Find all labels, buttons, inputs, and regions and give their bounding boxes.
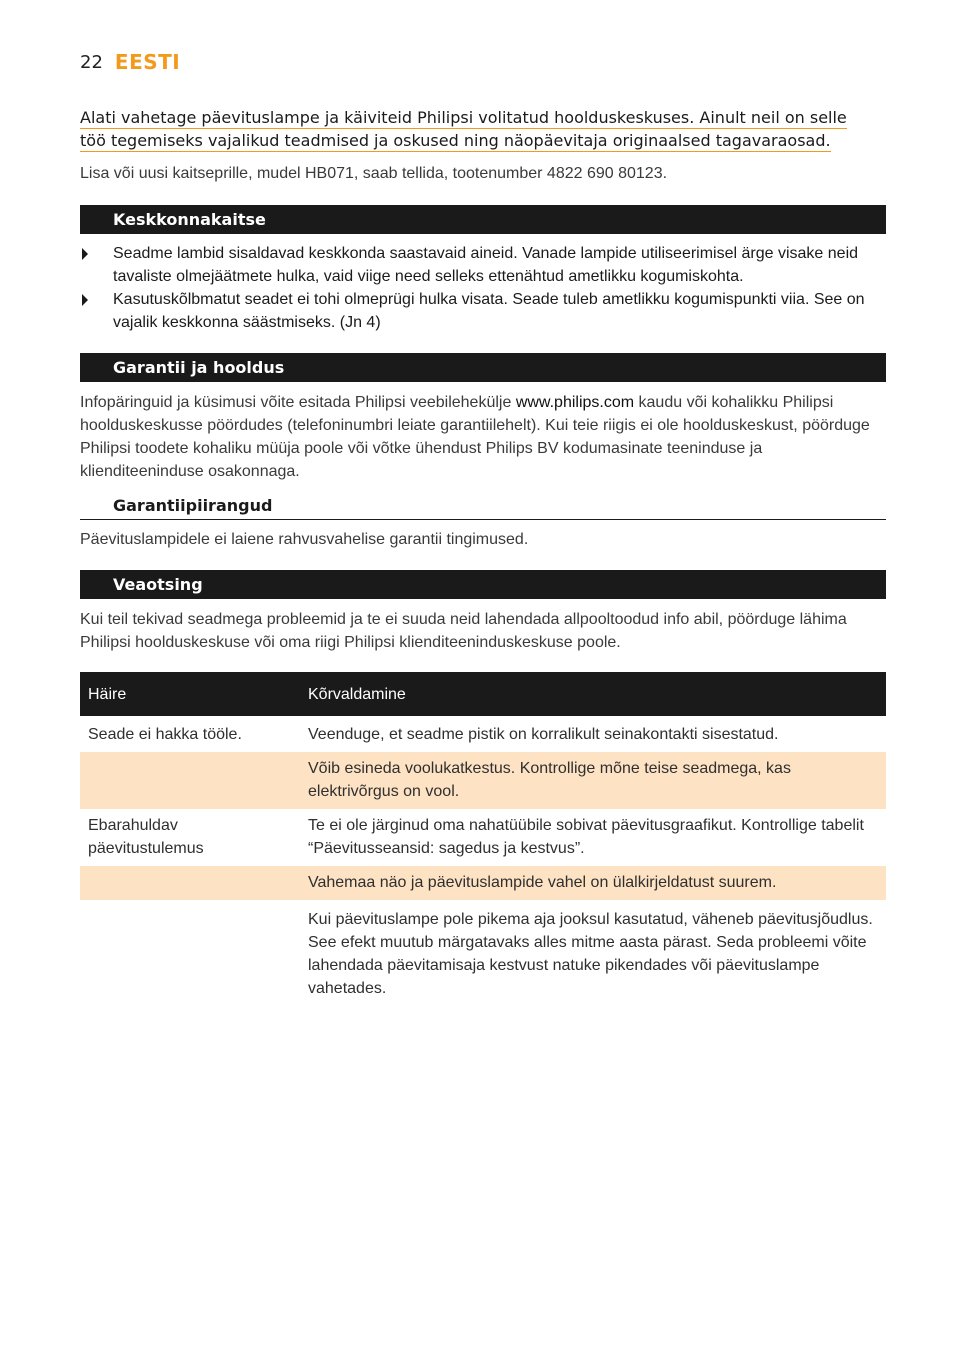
solution-cell: Te ei ole järginud oma nahatüübile sobivat päevitusgraafikut. Kontrollige tabelit “Päevitusseansid: sagedus ja kestvus”.: [308, 817, 864, 857]
guarantee-text-start: Infopäringuid ja küsimusi võite esitada Philipsi veebilehekülje: [80, 394, 516, 411]
problem-cell: Ebarahuldav päevitustulemus: [88, 817, 204, 857]
section-heading-troubleshooting: Veaotsing: [80, 570, 886, 599]
environment-bullet-1: Seadme lambid sisaldavad keskkonda saastavaid aineid. Vanade lampide utiliseerimisel ärge visake neid tavaliste olmejäätmete hulka, vaid viige need selleks ettenähtud ametlikku kogumiskohta.: [113, 245, 859, 285]
table-header-row: [80, 672, 886, 716]
spare-parts-text: Lisa või uusi kaitseprille, mudel HB071, saab tellida, tootenumber 4822 690 80123.: [80, 165, 668, 182]
list-item: [80, 242, 886, 288]
page-header: [80, 48, 180, 76]
table-row: [80, 866, 886, 900]
solution-cell: Kui päevituslampe pole pikema aja jooksul kasutatud, väheneb päevitusjõudlus. See efekt muutub märgatavaks alles mitme aasta pärast. Seda probleemi võite lahendada päevitamisaja kestvust natuke pikendades või päevituslampe vahetades.: [308, 911, 873, 997]
list-item: [80, 288, 886, 334]
problem-cell: Seade ei hakka tööle.: [88, 726, 242, 743]
restrictions-text: Päevituslampidele ei laiene rahvusvahelise garantii tingimused.: [80, 531, 529, 548]
language-label: EESTI: [114, 50, 181, 74]
warning-line-2: töö tegemiseks vajalikud teadmised ja oskused ning näopäevitaja originaalsed tagavaraosad.: [80, 131, 831, 150]
problem-cell: [80, 900, 300, 1006]
bullet-icon: [82, 294, 88, 306]
warning-line-1: Alati vahetage päevituslampe ja käiviteid Philipsi volitatud hoolduskeskuses. Ainult neil on selle: [80, 108, 847, 127]
column-header-solution: Kõrvaldamine: [300, 672, 886, 716]
table-row: [80, 752, 886, 809]
warning-text: [80, 106, 886, 152]
table-row: [80, 716, 886, 752]
subheading-restrictions: Garantiipiirangud: [80, 492, 886, 520]
troubleshooting-intro: Kui teil tekivad seadmega probleemid ja te ei suuda neid lahendada allpooltoodud info abil, pöörduge lähima Philipsi hoolduskeskuse või oma riigi Philipsi klienditeeninduskeskuse poole.: [80, 611, 847, 651]
section-heading-guarantee: Garantii ja hooldus: [80, 353, 886, 382]
table-row: [80, 809, 886, 866]
environment-bullet-2: Kasutuskõlbmatut seadet ei tohi olmeprügi hulka visata. Seade tuleb ametlikku kogumispunkti viia. See on vajalik keskkonna säästmiseks. (Jn 4): [113, 291, 865, 331]
environment-list: [80, 242, 886, 334]
troubleshooting-table: [80, 672, 886, 1006]
problem-cell: [80, 866, 300, 900]
philips-website-link[interactable]: www.philips.com: [515, 394, 635, 411]
guarantee-text-end: kaudu või kohalikku Philipsi hoolduskeskusse pöördudes (telefoninumbri leiate garantiilehelt). Kui teie riigis ei ole hoolduskeskust, pöörduge Philipsi toodete kohaliku müüja poole või võtke ühendust Philips BV kodumasinate teeninduse ja klienditeeninduse osakonnaga.: [80, 394, 870, 480]
column-header-problem: Häire: [80, 672, 300, 716]
page-content: [80, 106, 886, 1006]
section-heading-environment: Keskkonnakaitse: [80, 205, 886, 234]
problem-cell: [80, 752, 300, 809]
table-row: [80, 900, 886, 1006]
guarantee-text: [80, 391, 886, 483]
solution-cell: Vahemaa näo ja päevituslampide vahel on ülalkirjeldatust suurem.: [300, 866, 886, 900]
bullet-icon: [82, 248, 88, 260]
page-number: 22: [80, 51, 103, 73]
solution-cell: Veenduge, et seadme pistik on korralikult seinakontakti sisestatud.: [308, 726, 779, 743]
solution-cell: Võib esineda voolukatkestus. Kontrollige mõne teise seadmega, kas elektrivõrgus on vool.: [300, 752, 886, 809]
